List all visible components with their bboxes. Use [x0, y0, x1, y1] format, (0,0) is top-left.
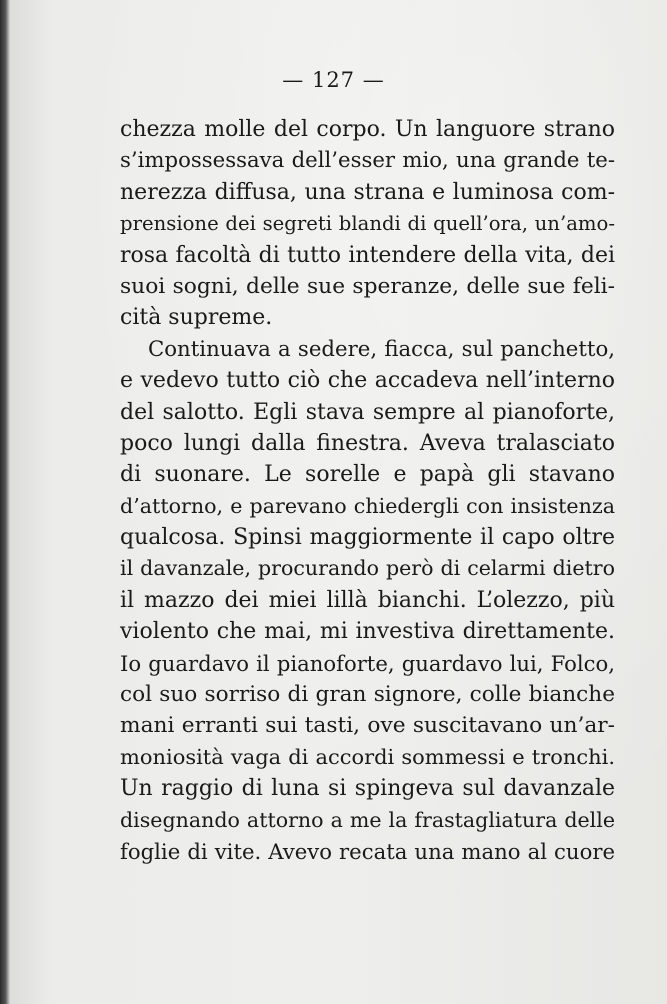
text-line: moniosità vaga di accordi sommessi e tronchi. — [120, 744, 615, 769]
book-binding-edge — [0, 0, 10, 1004]
text-line: col suo sorriso di gran signore, colle bianche — [120, 682, 615, 708]
text-line: s’impossessava dell’esser mio, una grande te- — [120, 148, 615, 174]
text-line: poco lungi dalla finestra. Aveva tralasciato — [120, 430, 615, 456]
text-line: il mazzo dei miei lillà bianchi. L’olezzo, più — [120, 587, 615, 613]
paragraph — [120, 334, 615, 930]
text-line: suoi sogni, delle sue speranze, delle sue feli- — [120, 273, 615, 299]
text-line: d’attorno, e parevano chiedergli con insistenza — [120, 493, 615, 518]
text-line — [120, 867, 615, 898]
text-line: mani erranti sui tasti, ove suscitavano un’ar- — [120, 713, 615, 739]
text-line: qualcosa. Spinsi maggiormente il capo oltre — [120, 525, 615, 551]
text-line: Continuava a sedere, fiacca, sul panchetto, — [148, 336, 615, 362]
text-line — [120, 899, 615, 930]
text-line: nerezza diffusa, una strana e luminosa com- — [120, 179, 615, 205]
body-text — [120, 114, 615, 930]
text-line: del salotto. Egli stava sempre al pianoforte, — [120, 399, 615, 425]
text-line: cità supreme. — [120, 305, 273, 331]
text-line: foglie di vite. Avevo recata una mano al cuore — [120, 838, 615, 864]
text-line: rosa facoltà di tutto intendere della vita, dei — [120, 242, 615, 268]
text-line: violento che mai, mi investiva direttamente. — [120, 619, 615, 645]
text-line: Un raggio di luna si spingeva sul davanzale — [120, 776, 615, 802]
page-number: — 127 — — [282, 68, 385, 92]
text-line: prensione dei segreti blandi di quell’ora, un’amo- — [120, 212, 615, 236]
text-line: Io guardavo il pianoforte, guardavo lui, Folco, — [120, 650, 615, 676]
text-line: e vedevo tutto ciò che accadeva nell’interno — [120, 368, 615, 394]
text-line: disegnando attorno a me la frastagliatura delle — [120, 807, 615, 832]
text-line: di suonare. Le sorelle e papà gli stavano — [120, 462, 615, 488]
paragraph — [120, 114, 615, 334]
text-line: chezza molle del corpo. Un languore strano — [120, 117, 615, 142]
text-line: il davanzale, procurando però di celarmi dietro — [120, 556, 615, 581]
